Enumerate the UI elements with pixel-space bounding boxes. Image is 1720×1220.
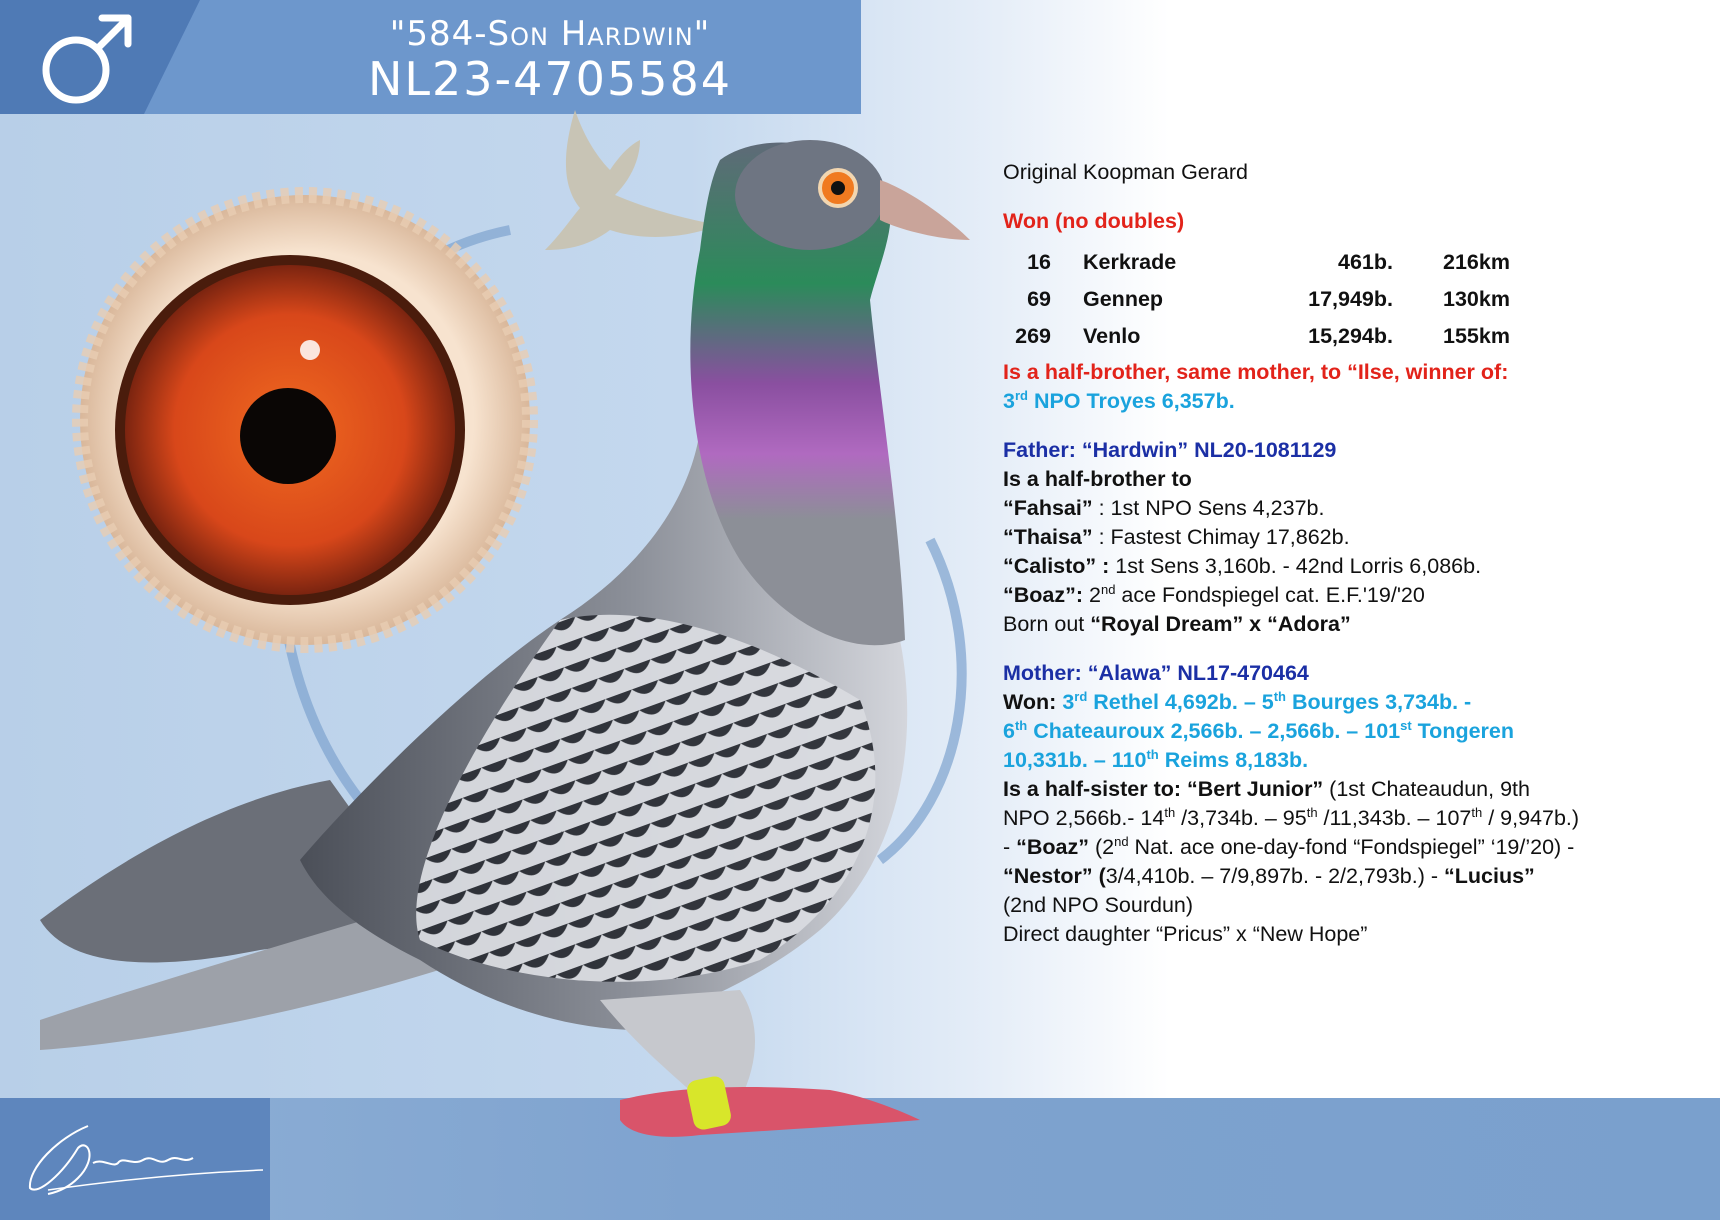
m-l3a: 10,331b. – 110 [1003,748,1147,772]
m-l2b: Chateauroux 2,566b. – 2,566b. – 101 [1027,719,1401,743]
pigeon-name: "584-Son Hardwin" [389,14,711,54]
m-l3b: Reims 8,183b. [1158,748,1309,772]
result-distance: 155km [1443,323,1510,348]
result-position: 269 [1015,323,1051,348]
table-row [1003,280,1533,317]
npo-b: /3,734b. – 95 [1175,806,1307,830]
fahsai-name: “Fahsai” [1003,496,1093,520]
pigeon-photo [0,100,980,1180]
result-birds: 15,294b. [1308,323,1393,348]
mboaz-b: Nat. ace one-day-fond “Fondspiegel” ‘19/’20) - [1128,835,1575,859]
mboaz-a: (2 [1089,835,1115,859]
nestor-text: 3/4,410b. – 7/9,897b. - 2/2,793b.) - [1105,864,1445,888]
results-table [1003,243,1533,354]
koopman-signature [18,1118,268,1198]
hs-label: Is a half-sister to: [1003,777,1187,801]
npo-c-sup: th [1471,804,1483,820]
m-l1a: 3 [1062,690,1075,714]
mboaz-name: “Boaz” [1016,835,1090,859]
lucius-name: “Lucius” [1444,864,1535,888]
npo-b-sup: th [1306,804,1318,820]
m-l1a-sup: rd [1074,688,1088,704]
mother-npo-line [1003,804,1683,833]
m-l2a: 6 [1003,719,1015,743]
result-birds: 17,949b. [1308,286,1393,311]
father-sub: Is a half-brother to [1003,467,1192,491]
mother-won-line-3 [1003,746,1683,775]
mother-direct: Direct daughter “Pricus” x “New Hope” [1003,922,1368,946]
mboaz-sup: nd [1114,833,1129,849]
m-l2b-sup: st [1400,717,1412,733]
m-l2a-sup: th [1014,717,1028,733]
born-name: “Royal Dream” x “Adora” [1090,612,1351,636]
mother-nestor-line [1003,862,1683,891]
hs-text: (1st Chateaudun, 9th [1323,777,1530,801]
npo-a: NPO 2,566b.- 14 [1003,806,1165,830]
mother-boaz-line [1003,833,1683,862]
result-position: 69 [1027,286,1051,311]
troyes-text: NPO Troyes 6,357b. [1027,389,1235,413]
ring-number: NL23-4705584 [367,52,733,106]
boaz-text: ace Fondspiegel cat. E.F.'19/'20 [1115,583,1425,607]
result-position: 16 [1027,249,1051,274]
mother-won-line-2 [1003,717,1683,746]
mother-sourdun: (2nd NPO Sourdun) [1003,893,1194,917]
table-row [1003,243,1533,280]
mother-won-line-1 [1003,688,1683,717]
result-location: Gennep [1083,286,1164,311]
father-calisto [1003,552,1683,581]
boaz-name: “Boaz”: [1003,583,1084,607]
fahsai-text: : 1st NPO Sens 4,237b. [1092,496,1325,520]
half-brother-note: Is a half-brother, same mother, to “Ilse, winner of: [1003,360,1509,384]
m-l2c: Tongeren [1411,719,1514,743]
flying-bird-logo [545,110,720,250]
npo-d: / 9,947b.) [1482,806,1580,830]
calisto-text: 1st Sens 3,160b. - 42nd Lorris 6,086b. [1109,554,1482,578]
born-pre: Born out [1003,612,1091,636]
father-fahsai [1003,494,1683,523]
troyes-result [1003,387,1683,416]
m-l1b: Rethel 4,692b. – 5 [1087,690,1274,714]
pigeon-eye-closeup [80,195,530,645]
nestor-name: “Nestor” ( [1003,864,1106,888]
troyes-num: 3 [1003,389,1015,413]
father-heading: Father: “Hardwin” NL20-1081129 [1003,438,1337,462]
m-l1c: Bourges 3,734b. - [1286,690,1472,714]
father-born [1003,610,1683,639]
boaz-sup: nd [1100,581,1116,597]
origin-text: Original Koopman Gerard [1003,160,1248,184]
pedigree-info [1003,158,1683,949]
npo-a-sup: th [1164,804,1176,820]
father-boaz [1003,581,1683,610]
thaisa-name: “Thaisa” [1003,525,1093,549]
result-birds: 461b. [1338,249,1393,274]
father-thaisa [1003,523,1683,552]
result-location: Kerkrade [1083,249,1177,274]
table-row [1003,317,1533,354]
won-heading: Won (no doubles) [1003,209,1185,233]
m-l3a-sup: th [1146,746,1159,762]
result-distance: 216km [1443,249,1510,274]
npo-c: /11,343b. – 107 [1317,806,1472,830]
result-distance: 130km [1443,286,1510,311]
thaisa-text: : Fastest Chimay 17,862b. [1092,525,1350,549]
result-location: Venlo [1083,323,1141,348]
m-l1b-sup: th [1273,688,1286,704]
mother-won-label: Won: [1003,690,1063,714]
calisto-name: “Calisto” : [1003,554,1110,578]
boaz-num: 2 [1083,583,1101,607]
mboaz-pre: - [1003,835,1017,859]
male-symbol-icon [36,10,136,110]
mother-heading: Mother: “Alawa” NL17-470464 [1003,661,1309,685]
mother-half-sister [1003,775,1683,804]
troyes-sup: rd [1014,387,1028,403]
bert-name: “Bert Junior” [1187,777,1324,801]
